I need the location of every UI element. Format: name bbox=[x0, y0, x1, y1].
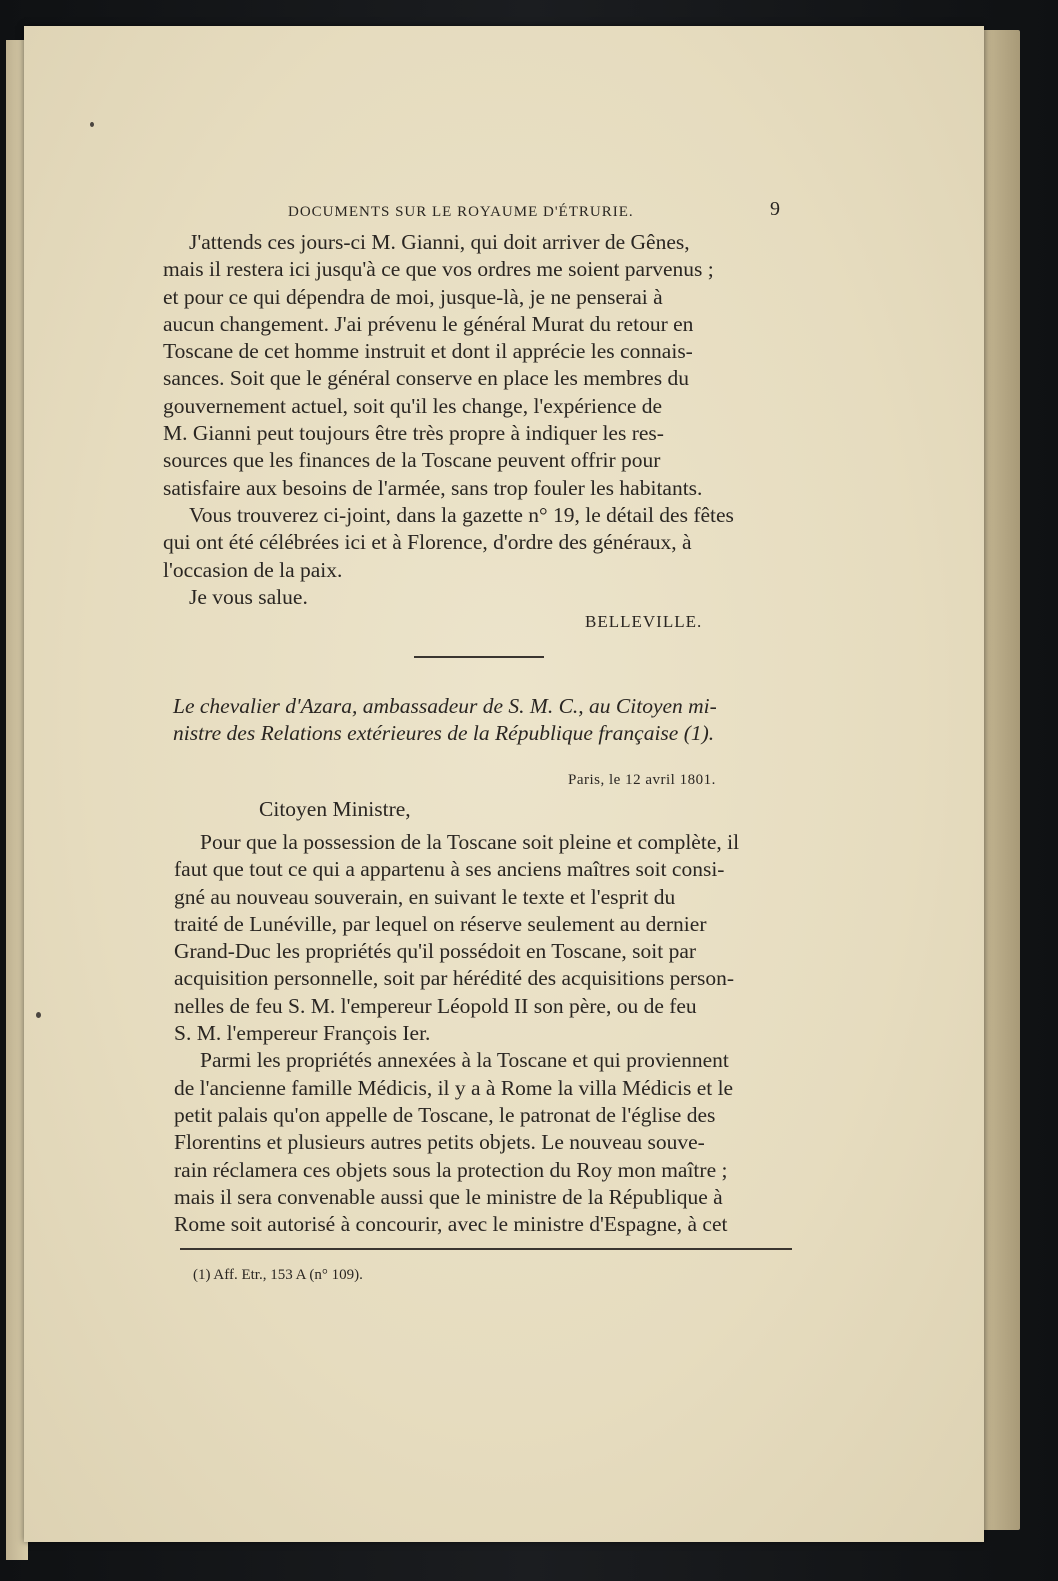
running-title: DOCUMENTS SUR LE ROYAUME D'ÉTRURIE. bbox=[288, 204, 634, 220]
text-line: petit palais qu'on appelle de Toscane, le patronat de l'église des bbox=[174, 1102, 716, 1127]
text-line: de l'ancienne famille Médicis, il y a à Rome la villa Médicis et le bbox=[174, 1075, 734, 1100]
heading-line: Le chevalier d'Azara, ambassadeur de S. M. C., au Citoyen mi- bbox=[173, 694, 717, 718]
text-line: gouvernement actuel, soit qu'il les change, l'expérience de bbox=[163, 393, 663, 418]
text-line: sources que les finances de la Toscane peuvent offrir pour bbox=[163, 448, 661, 473]
footnote-rule bbox=[180, 1248, 792, 1250]
running-header bbox=[288, 198, 788, 226]
text-line: traité de Lunéville, par lequel on réserve seulement au dernier bbox=[174, 911, 707, 936]
text-line: Pour que la possession de la Toscane soit pleine et complète, il bbox=[200, 830, 740, 854]
paper-speck bbox=[90, 122, 94, 127]
signature: BELLEVILLE. bbox=[585, 612, 703, 631]
text-line: nelles de feu S. M. l'empereur Léopold II son père, ou de feu bbox=[174, 993, 697, 1018]
text-line: J'attends ces jours-ci M. Gianni, qui doit arriver de Gênes, bbox=[189, 230, 690, 254]
letter2-body bbox=[174, 829, 790, 1238]
page-number: 9 bbox=[770, 198, 780, 220]
text-line: Parmi les propriétés annexées à la Toscane et qui proviennent bbox=[200, 1048, 729, 1073]
text-line: gné au nouveau souverain, en suivant le texte et l'esprit du bbox=[174, 884, 676, 909]
letter2-heading bbox=[173, 693, 793, 747]
text-line: sances. Soit que le général conserve en place les membres du bbox=[163, 366, 689, 391]
text-line: acquisition personnelle, soit par hérédité des acquisitions person- bbox=[174, 966, 735, 991]
text-line: S. M. l'empereur François Ier. bbox=[174, 1021, 431, 1046]
text-line: mais il restera ici jusqu'à ce que vos ordres me soient parvenus ; bbox=[163, 257, 714, 282]
text-line: Vous trouverez ci-joint, dans la gazette n° 19, le détail des fêtes bbox=[189, 502, 734, 527]
paper-speck bbox=[36, 1012, 41, 1018]
text-line: rain réclamera ces objets sous la protection du Roy mon maître ; bbox=[174, 1157, 728, 1182]
text-line: Je vous salue. bbox=[189, 584, 308, 609]
text-line: Toscane de cet homme instruit et dont il apprécie les connais- bbox=[163, 339, 693, 364]
text-line: Rome soit autorisé à concourir, avec le ministre d'Espagne, à cet bbox=[174, 1212, 728, 1237]
dateline: Paris, le 12 avril 1801. bbox=[568, 772, 716, 788]
text-line: aucun changement. J'ai prévenu le général Murat du retour en bbox=[163, 311, 694, 336]
text-line: Florentins et plusieurs autres petits objets. Le nouveau souve- bbox=[174, 1130, 705, 1155]
text-line: satisfaire aux besoins de l'armée, sans trop fouler les habitants. bbox=[163, 475, 703, 500]
text-line: faut que tout ce qui a appartenu à ses anciens maîtres soit consi- bbox=[174, 857, 725, 882]
salutation: Citoyen Ministre, bbox=[259, 797, 411, 821]
heading-line: nistre des Relations extérieures de la République française (1). bbox=[173, 721, 715, 745]
text-line: mais il sera convenable aussi que le ministre de la République à bbox=[174, 1184, 723, 1209]
text-line: et pour ce qui dépendra de moi, jusque-là, je ne penserai à bbox=[163, 284, 663, 309]
footnote: (1) Aff. Etr., 153 A (n° 109). bbox=[193, 1267, 363, 1283]
text-line: qui ont été célébrées ici et à Florence, d'ordre des généraux, à bbox=[163, 530, 692, 555]
section-divider bbox=[414, 656, 544, 658]
text-line: Grand-Duc les propriétés qu'il possédoit en Toscane, soit par bbox=[174, 939, 697, 964]
text-line: l'occasion de la paix. bbox=[163, 557, 343, 582]
text-line: M. Gianni peut toujours être très propre à indiquer les res- bbox=[163, 421, 664, 446]
letter1-body bbox=[163, 229, 779, 611]
